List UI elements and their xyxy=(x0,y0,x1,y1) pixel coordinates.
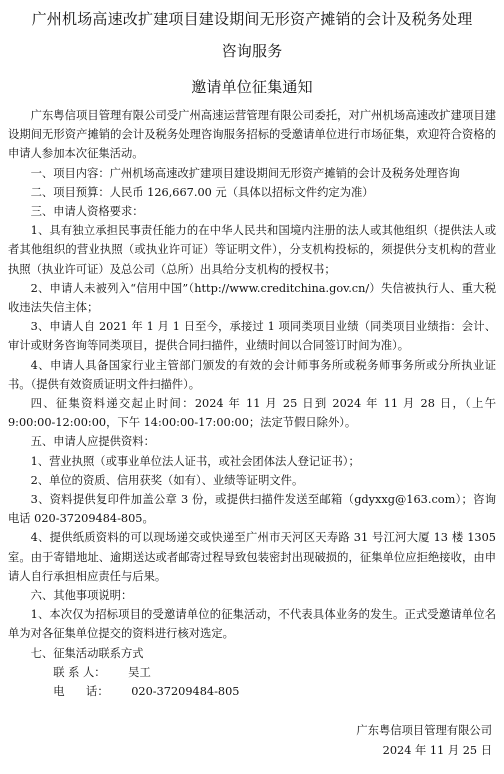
contact-person-label: 联 系 人： xyxy=(53,665,106,679)
section-other-heading: 六、其他事项说明： xyxy=(30,589,133,603)
contact-phone-label: 电 话： xyxy=(53,685,109,699)
notice-title-line2: 咨询服务 xyxy=(221,42,283,60)
section-contact-heading: 七、征集活动联系方式 xyxy=(30,646,144,660)
contact-phone-value: 020-37209484-805 xyxy=(131,685,240,699)
section-submission-time: 四、征集资料递交起止时间：2024 年 11 月 25 日到 2024 年 11 月 28 日，（上午 9:00:00-12:00:00，下午 14:00:00-17:00:00；法定节假日除外）。 xyxy=(8,397,496,430)
other-item-1: 1、本次仅为招标项目的受邀请单位的征集活动，不代表具体业务的发生。正式受邀请单位名单为对各征集单位提交的资料进行核对选定。 xyxy=(8,608,496,641)
section-project-budget: 二、项目预算：人民币 126,667.00 元（具体以招标文件约定为准） xyxy=(30,185,374,199)
notice-title-line1: 广州机场高速改扩建项目建设期间无形资产摊销的会计及税务处理 xyxy=(31,10,473,28)
contact-person-value: 吴工 xyxy=(128,665,151,679)
materials-item-1: 1、营业执照（或事业单位法人证书，或社会团体法人登记证书）； xyxy=(30,454,360,468)
materials-item-4: 4、提供纸质资料的可以现场递交或快递至广州市天河区天寿路 31 号江河大厦 13 楼 1305 室。由于寄错地址、逾期送达或者邮寄过程导致包装密封出现破损的，征集单位应拒绝接收，由申请人自行承担相应责任与后果。 xyxy=(8,531,496,583)
signature-company: 广东粤信项目管理有限公司 xyxy=(356,724,492,738)
signature-date: 2024 年 11 月 25 日 xyxy=(382,743,492,757)
qualification-item-1: 1、具有独立承担民事责任能力的在中华人民共和国境内注册的法人或其他组织（提供法人或者其他组织的营业执照（或执业许可证）等证明文件），分支机构投标的，须提供分支机构的营业执照（执业许可证）及总公司（总所）出具给分支机构的授权书； xyxy=(8,224,496,276)
section-materials-heading: 五、申请人应提供资料： xyxy=(30,435,155,449)
notice-subtitle: 邀请单位征集通知 xyxy=(191,78,313,96)
signature-block xyxy=(8,721,496,759)
section-project-content: 一、项目内容：广州机场高速改扩建项目建设期间无形资产摊销的会计及税务处理咨询 xyxy=(30,166,460,180)
materials-item-3: 3、资料提供复印件加盖公章 3 份，或提供扫描件发送至邮箱（gdyxxg@163.com）；咨询电话 020-37209484-805。 xyxy=(8,493,496,526)
materials-item-2: 2、单位的资质、信用获奖（如有）、业绩等证明文件。 xyxy=(30,473,304,487)
contact-person-line xyxy=(8,663,496,682)
section-qualification-heading: 三、申请人资格要求： xyxy=(30,205,144,219)
qualification-item-4: 4、申请人具备国家行业主管部门颁发的有效的会计师事务所或税务师事务所或分所执业证书。（提供有效资质证明文件扫描件）。 xyxy=(8,358,496,391)
qualification-item-3: 3、申请人自 2021 年 1 月 1 日至今，承接过 1 项同类项目业绩（同类项目业绩指：会计、审计或财务咨询等同类项目，提供合同扫描件，业绩时间以合同签订时间为准）。 xyxy=(8,320,496,353)
contact-phone-line xyxy=(8,682,496,701)
intro-paragraph: 广东粤信项目管理有限公司受广州高速运营管理有限公司委托，对广州机场高速改扩建项目建设期间无形资产摊销的会计及税务处理咨询服务招标的受邀请单位进行市场征集，欢迎符合资格的申请人参加本次征集活动。 xyxy=(8,109,496,161)
qualification-item-2: 2、申请人未被列入“信用中国”（http://www.creditchina.gov.cn/）失信被执行人、重大税收违法失信主体； xyxy=(8,281,496,315)
